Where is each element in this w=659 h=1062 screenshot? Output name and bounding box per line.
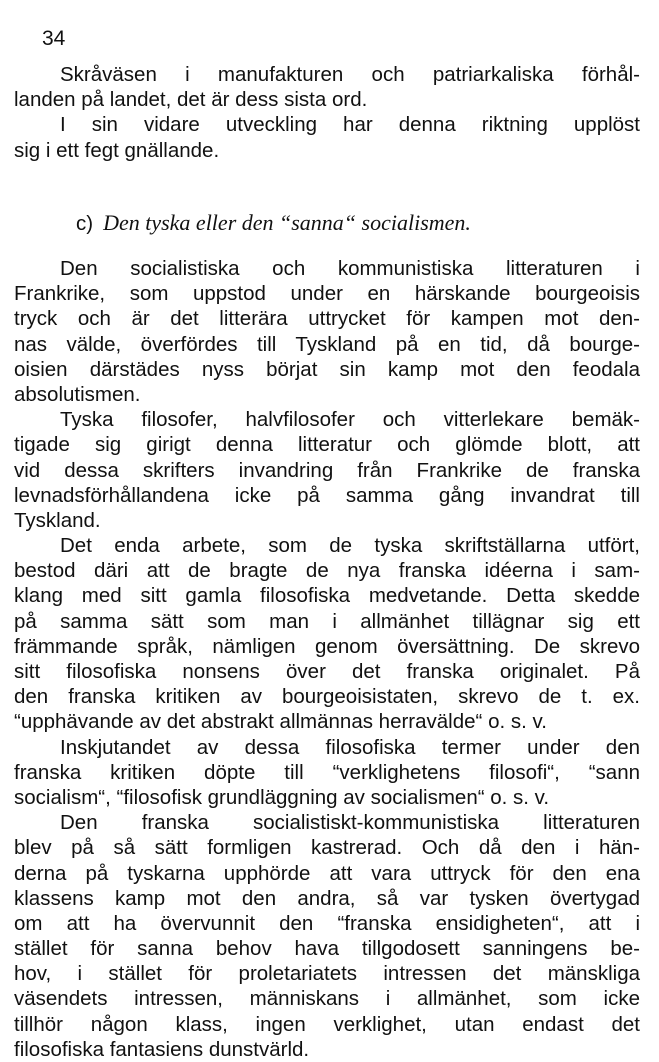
text-line: tillhör någon klass, ingen verklighet, utan endast det [14,1012,640,1036]
text-line: I sin vidare utveckling har denna riktning upplöst [60,113,640,137]
text-line: Inskjutandet av dessa filosofiska termer under den [60,735,640,759]
text-line: främmande språk, nämligen genom översättning. De skrevo [14,634,640,658]
text-line: socialism“, “filosofisk grundläggning av socialismen“ o. s. v. [14,785,550,809]
text-line: på samma sätt som man i allmänhet tillägnar sig ett [14,609,640,633]
text-line: den franska kritiken av bourgeoisistaten, skrevo de t. ex. [14,685,640,709]
text-line: bestod däri att de bragte de nya franska idéerna i sam- [14,559,640,583]
text-line: Frankrike, som uppstod under en härskande bourgeoisis [14,282,640,306]
section-heading [76,210,471,237]
section-title: Den tyska eller den “sanna“ socialismen. [103,210,471,235]
text-line: sig i ett fegt gnällande. [14,138,220,162]
page-number: 34 [42,27,66,50]
text-line: derna på tyskarna upphörde att vara uttryck för den ena [14,861,640,885]
text-line: tryck och är det litterära uttrycket för kampen mot den- [14,307,640,331]
text-line: Skråväsen i manufakturen och patriarkaliska förhål- [60,63,640,86]
text-line: sitt filosofiska nonsens över det franska originalet. På [14,660,640,683]
text-line: levnadsförhållandena icke på samma gång invandrat till [14,483,640,507]
text-line: tigade sig girigt denna litteratur och glömde blott, att [14,433,640,457]
text-line: om att ha övervunnit den “franska ensidigheten“, att i [14,911,640,935]
intro-paragraphs [14,62,640,163]
text-line: Den socialistiska och kommunistiska litteraturen i [60,257,640,280]
text-line: vid dessa skrifters invandring från Frankrike de franska [14,458,640,482]
text-line: Tyska filosofer, halvfilosofer och vitterlekare bemäk- [60,408,640,432]
text-line: stället för sanna behov hava tillgodosett sanningens be- [14,937,640,961]
text-line: oisien därstädes nyss börjat sin kamp mot den feodala [14,357,640,381]
text-line: landen på landet, det är dess sista ord. [14,88,368,112]
text-line: franska kritiken döpte till “verklighetens filosofi“, “sann [14,760,640,784]
text-line: blev på så sätt formligen kastrerad. Och då den i hän- [14,836,640,860]
body-text [14,256,640,1062]
text-line: klang med sitt gamla filosofiska medvetande. Detta skedde [14,584,640,608]
text-line: Den franska socialistiskt-kommunistiska litteraturen [60,811,640,835]
text-line: Det enda arbete, som de tyska skriftställarna utfört, [60,534,640,558]
text-line: Tyskland. [14,508,101,532]
text-line: hov, i stället för proletariatets intressen det mänskliga [14,962,640,986]
text-line: nas välde, överfördes till Tyskland på en tid, då bourge- [14,332,640,356]
text-line: absolutismen. [14,382,141,406]
text-line: klassens kamp mot den andra, så var tysken övertygad [14,886,640,910]
text-line: “upphävande av det abstrakt allmännas herravälde“ o. s. v. [14,710,547,734]
section-letter: c) [76,212,94,235]
text-line: filosofiska fantasiens dunstvärld. [14,1037,310,1061]
text-line: väsendets intressen, människans i allmänhet, som icke [14,987,640,1011]
